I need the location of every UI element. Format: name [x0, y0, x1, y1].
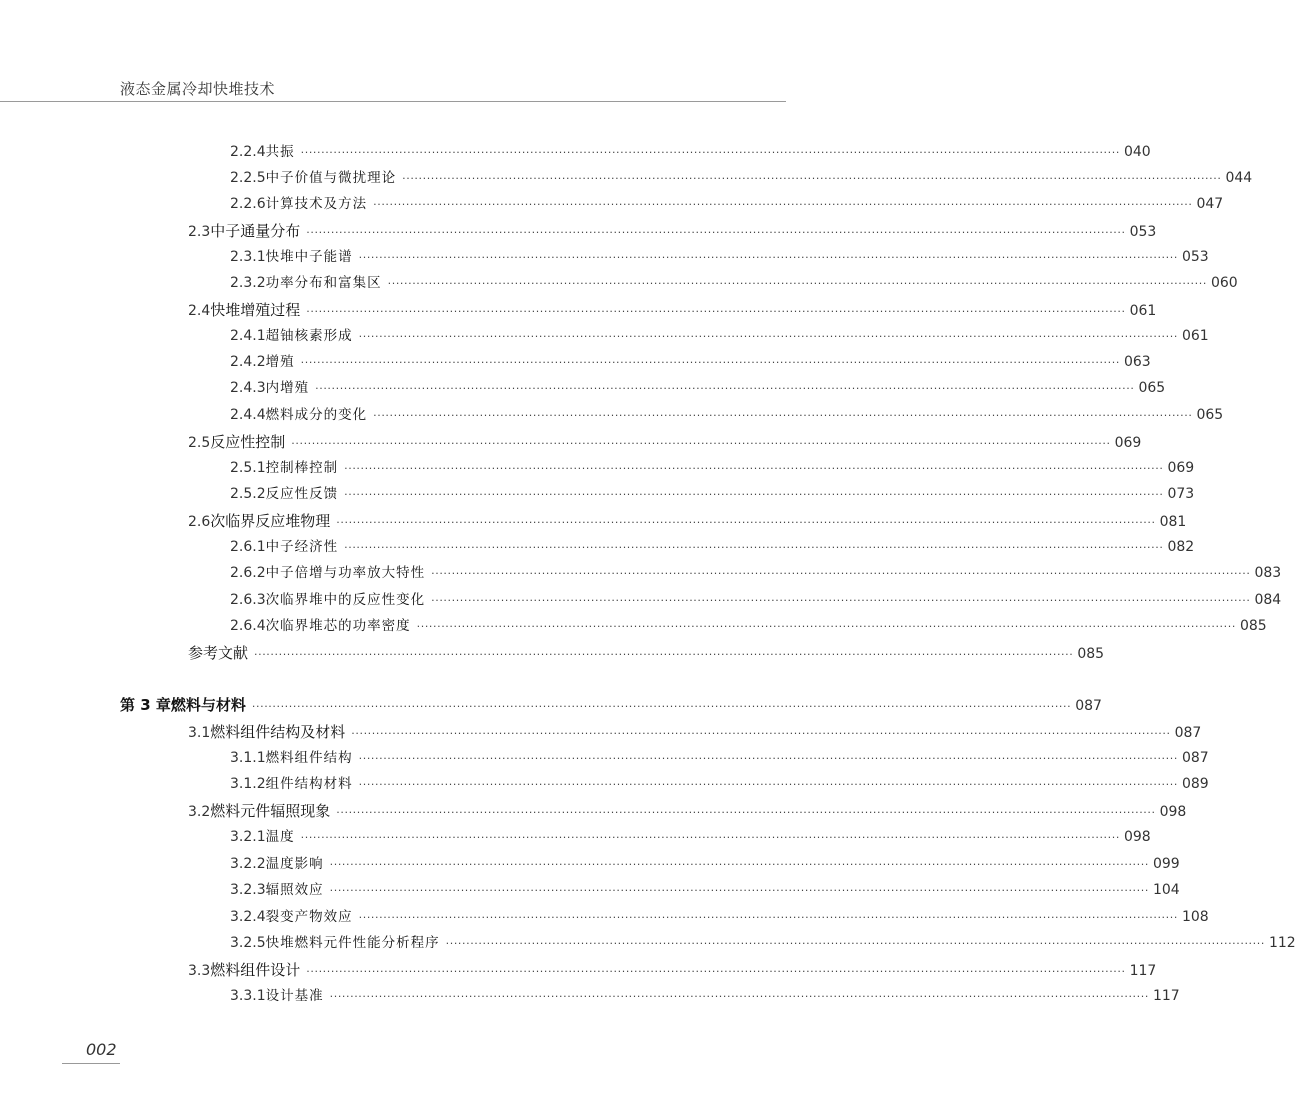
toc-entry — [230, 561, 1282, 585]
dot-leader: ········································································································································································································ — [291, 437, 1111, 450]
toc-entry-page: 065 — [1196, 407, 1224, 423]
toc-entry — [230, 772, 1209, 796]
dot-leader: ········································································································································································································ — [431, 594, 1251, 607]
toc-entry-title: 参考文献 — [188, 644, 249, 662]
dot-leader: ········································································································································································································ — [373, 409, 1193, 422]
toc-entry-page: 099 — [1152, 856, 1180, 872]
toc-entry-title: 内增殖 — [265, 380, 310, 396]
toc-entry-page: 082 — [1167, 539, 1195, 555]
toc-entry-page: 098 — [1123, 829, 1151, 845]
dot-leader: ········································································································································································································ — [251, 700, 1072, 713]
toc-entry-title: 燃料组件结构 — [265, 750, 353, 766]
toc-entry — [230, 350, 1151, 374]
toc-entry — [188, 799, 1187, 823]
toc-entry-page: 081 — [1159, 514, 1187, 530]
dot-leader: ········································································································································································································ — [336, 806, 1156, 819]
dot-leader: ········································································································································································································ — [445, 937, 1265, 950]
toc-entry-page: 098 — [1159, 804, 1187, 820]
dot-leader: ········································································································································································································ — [329, 858, 1149, 871]
toc-entry-number: 3.2.2 — [230, 856, 266, 872]
toc-entry-page: 069 — [1167, 460, 1195, 476]
toc-entry — [188, 430, 1142, 454]
toc-entry-number: 2.3.2 — [230, 275, 266, 291]
toc-entry-number: 3.2.4 — [230, 909, 266, 925]
toc-entry-page: 089 — [1181, 776, 1209, 792]
toc-entry — [230, 852, 1180, 876]
dot-leader: ········································································································································································································ — [358, 251, 1178, 264]
toc-entry-title: 功率分布和富集区 — [265, 275, 382, 291]
toc-entry-page: 087 — [1075, 698, 1102, 714]
toc-entry-title: 中子通量分布 — [210, 222, 301, 240]
toc-entry-number: 3.2.3 — [230, 882, 266, 898]
toc-entry-number: 2.6.3 — [230, 592, 266, 608]
toc-entry-number: 2.5.1 — [230, 460, 266, 476]
toc-entry — [188, 958, 1157, 982]
toc-entry-title: 超铀核素形成 — [265, 328, 353, 344]
toc-entry-title: 次临界反应堆物理 — [210, 512, 331, 530]
toc-entry — [188, 219, 1157, 243]
toc-entry-page: 040 — [1123, 144, 1151, 160]
toc-entry-number: 2.4.3 — [230, 380, 266, 396]
toc-entry-title: 温度 — [265, 829, 295, 845]
dot-leader: ········································································································································································································ — [344, 541, 1164, 554]
toc-entry-number: 2.4 — [188, 303, 211, 319]
toc-entry-title: 快堆燃料元件性能分析程序 — [265, 935, 440, 951]
dot-leader: ········································································································································································································ — [351, 727, 1171, 740]
toc-entry-number: 2.2.5 — [230, 170, 266, 186]
toc-entry — [230, 588, 1282, 612]
toc-entry-title: 温度影响 — [265, 856, 324, 872]
toc-entry-page: 117 — [1129, 963, 1157, 979]
toc-entry-title: 控制棒控制 — [265, 460, 339, 476]
toc-entry-number: 2.6.4 — [230, 618, 266, 634]
toc-entry-number: 2.3 — [188, 224, 211, 240]
toc-entry-page: 063 — [1123, 354, 1151, 370]
toc-entry-number: 2.3.1 — [230, 249, 266, 265]
dot-leader: ········································································································································································································ — [306, 305, 1126, 318]
dot-leader: ········································································································································································································ — [387, 277, 1207, 290]
toc-entry-page: 112 — [1268, 935, 1296, 951]
toc-entry-page: 083 — [1254, 565, 1282, 581]
running-header: 液态金属冷却快堆技术 — [120, 80, 276, 98]
toc-entry — [230, 456, 1195, 480]
toc-entry — [230, 376, 1166, 400]
toc-entry-title: 反应性控制 — [210, 433, 286, 451]
toc-entry-number: 2.6 — [188, 514, 211, 530]
toc-entry-title: 燃料元件辐照现象 — [210, 802, 331, 820]
toc-entry — [230, 535, 1195, 559]
toc-entry-title: 设计基准 — [265, 988, 324, 1004]
dot-leader: ········································································································································································································ — [344, 462, 1164, 475]
dot-leader: ········································································································································································································ — [358, 911, 1178, 924]
toc-entry — [230, 271, 1238, 295]
dot-leader: ········································································································································································································ — [329, 884, 1149, 897]
toc-entry — [230, 825, 1151, 849]
toc-entry — [120, 693, 1102, 717]
toc-entry-title: 共振 — [265, 144, 295, 160]
toc-entry-title: 中子倍增与功率放大特性 — [265, 565, 426, 581]
toc-entry-title: 组件结构材料 — [265, 776, 353, 792]
toc-entry-number: 3.1 — [188, 725, 211, 741]
toc-entry-page: 085 — [1239, 618, 1267, 634]
toc-entry — [230, 984, 1180, 1008]
toc-entry-page: 073 — [1167, 486, 1195, 502]
toc-entry — [230, 878, 1180, 902]
toc-entry — [230, 192, 1224, 216]
dot-leader: ········································································································································································································ — [306, 226, 1126, 239]
toc-entry — [230, 140, 1151, 164]
toc-entry — [230, 245, 1209, 269]
dot-leader: ········································································································································································································ — [254, 648, 1074, 661]
toc-entry-number: 3.2 — [188, 804, 211, 820]
toc-entry-title: 燃料组件设计 — [210, 961, 301, 979]
toc-entry — [188, 298, 1157, 322]
toc-entry-page: 047 — [1196, 196, 1224, 212]
toc-entry-title: 次临界堆芯的功率密度 — [265, 618, 411, 634]
toc-entry-title: 反应性反馈 — [265, 486, 339, 502]
toc-entry-number: 2.6.1 — [230, 539, 266, 555]
toc-entry-page: 053 — [1181, 249, 1209, 265]
toc-entry-title: 快堆中子能谱 — [265, 249, 353, 265]
toc-entry — [230, 905, 1209, 929]
toc-entry-number: 2.2.6 — [230, 196, 266, 212]
toc-entry-page: 061 — [1181, 328, 1209, 344]
toc-entry-page: 053 — [1129, 224, 1157, 240]
toc-entry — [188, 509, 1187, 533]
dot-leader: ········································································································································································································ — [306, 965, 1126, 978]
toc-entry-number: 2.4.4 — [230, 407, 266, 423]
toc-entry-number: 3.3.1 — [230, 988, 266, 1004]
toc-entry-page: 085 — [1077, 646, 1105, 662]
dot-leader: ········································································································································································································ — [336, 516, 1156, 529]
toc-entry-title: 辐照效应 — [265, 882, 324, 898]
toc-entry-page: 069 — [1114, 435, 1142, 451]
toc-entry-page: 087 — [1181, 750, 1209, 766]
toc-entry-number: 3.2.5 — [230, 935, 266, 951]
toc-entry — [188, 641, 1105, 665]
toc-entry-title: 快堆增殖过程 — [210, 301, 301, 319]
dot-leader: ········································································································································································································ — [431, 567, 1251, 580]
toc-entry — [188, 720, 1202, 744]
dot-leader: ········································································································································································································ — [315, 382, 1135, 395]
dot-leader: ········································································································································································································ — [300, 831, 1120, 844]
page-number: 002 — [86, 1040, 117, 1059]
toc-entry-title: 燃料与材料 — [170, 696, 246, 714]
toc-entry-page: 065 — [1138, 380, 1166, 396]
dot-leader: ········································································································································································································ — [402, 172, 1222, 185]
toc-entry-page: 060 — [1210, 275, 1238, 291]
toc-entry-page: 104 — [1152, 882, 1180, 898]
toc-entry-number: 2.5.2 — [230, 486, 266, 502]
dot-leader: ········································································································································································································ — [329, 990, 1149, 1003]
dot-leader: ········································································································································································································ — [358, 778, 1178, 791]
toc-entry-number: 2.4.2 — [230, 354, 266, 370]
toc-entry-title: 燃料成分的变化 — [265, 407, 368, 423]
dot-leader: ········································································································································································································ — [358, 752, 1178, 765]
dot-leader: ········································································································································································································ — [300, 356, 1120, 369]
dot-leader: ········································································································································································································ — [344, 488, 1164, 501]
toc-entry-page: 044 — [1225, 170, 1253, 186]
toc-entry-title: 次临界堆中的反应性变化 — [265, 592, 426, 608]
toc-entry — [230, 324, 1209, 348]
toc-entry — [230, 746, 1209, 770]
toc-entry — [230, 166, 1253, 190]
toc-entry — [230, 403, 1224, 427]
dot-leader: ········································································································································································································ — [358, 330, 1178, 343]
dot-leader: ········································································································································································································ — [300, 146, 1120, 159]
toc-entry-page: 087 — [1174, 725, 1202, 741]
toc-entry-title: 计算技术及方法 — [265, 196, 368, 212]
toc-entry-number: 3.1.2 — [230, 776, 266, 792]
toc-entry-number: 2.6.2 — [230, 565, 266, 581]
toc-entry-number: 2.2.4 — [230, 144, 266, 160]
toc-entry — [230, 482, 1195, 506]
toc-entry-number: 3.2.1 — [230, 829, 266, 845]
dot-leader: ········································································································································································································ — [373, 198, 1193, 211]
toc-entry-number: 2.4.1 — [230, 328, 266, 344]
toc-entry-title: 中子价值与微扰理论 — [265, 170, 397, 186]
toc-entry-number: 3.1.1 — [230, 750, 266, 766]
toc-entry — [230, 931, 1296, 955]
toc-entry-page: 061 — [1129, 303, 1157, 319]
dot-leader: ········································································································································································································ — [416, 620, 1236, 633]
toc-entry-title: 燃料组件结构及材料 — [210, 723, 346, 741]
toc-entry — [230, 614, 1267, 638]
toc-entry-page: 084 — [1254, 592, 1282, 608]
toc-entry-title: 中子经济性 — [265, 539, 339, 555]
toc-entry-page: 117 — [1152, 988, 1180, 1004]
toc-entry-title: 增殖 — [265, 354, 295, 370]
toc-entry-title: 裂变产物效应 — [265, 909, 353, 925]
toc-entry-number: 3.3 — [188, 963, 211, 979]
toc-entry-number: 第 3 章 — [120, 696, 171, 714]
toc-entry-page: 108 — [1181, 909, 1209, 925]
footer-rule — [62, 1063, 120, 1064]
toc-entry-number: 2.5 — [188, 435, 211, 451]
